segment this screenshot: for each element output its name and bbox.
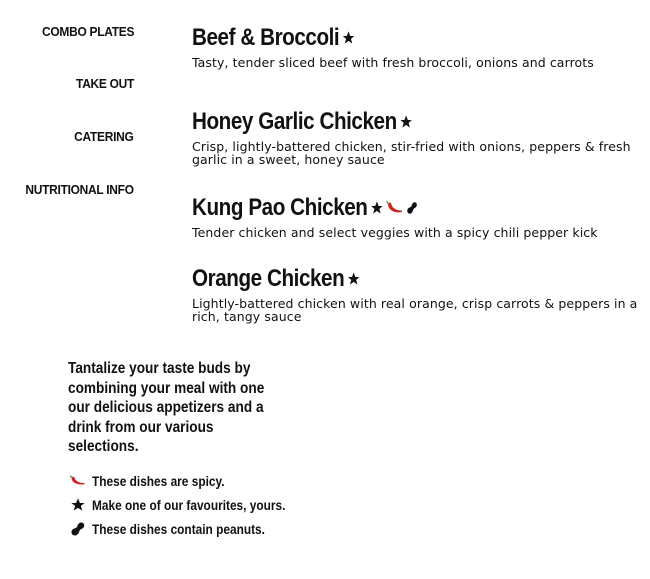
star-icon [347,271,361,287]
chili-pepper-icon [386,201,403,215]
promo-text: Tantalize your taste buds by combining your meal with one our delicious appetizers and a drink from our various selections. [68,360,265,455]
menu-item [192,24,642,69]
legend-peanuts-label: These dishes contain peanuts. [92,521,265,537]
menu-item-description: Lightly-battered chicken with real orange, crisp carrots & peppers in a rich, tangy sauce [192,296,638,324]
menu-item [192,265,642,323]
nav-catering[interactable]: CATERING [74,129,134,144]
legend-row-spicy [70,472,243,490]
star-icon [70,497,86,513]
star-icon [370,200,384,216]
legend-favourite-label: Make one of our favourites, yours. [92,497,286,513]
menu-item-description: Crisp, lightly-battered chicken, stir-fried with onions, peppers & fresh garlic in a sweet, honey sauce [192,139,631,167]
legend-spicy-label: These dishes are spicy. [92,473,225,489]
menu-item-description: Tender chicken and select veggies with a spicy chili pepper kick [192,225,598,240]
menu-item-name: Orange Chicken [192,265,345,292]
nav-take-out[interactable]: TAKE OUT [75,76,134,91]
menu-item [192,108,642,166]
nav-combo-plates[interactable]: COMBO PLATES [41,24,134,39]
nav-nutritional-info[interactable]: NUTRITIONAL INFO [25,182,134,197]
star-icon [399,114,413,130]
star-icon [342,30,356,46]
menu-item [192,194,642,239]
menu-item-name: Honey Garlic Chicken [192,108,397,135]
legend-row-favourite [70,496,312,514]
chili-pepper-icon [70,473,86,489]
peanut-icon [70,521,86,537]
menu-item-name: Beef & Broccoli [192,24,340,51]
peanut-icon [406,201,418,215]
legend-row-peanuts [70,520,289,538]
menu-item-name: Kung Pao Chicken [192,194,368,221]
menu-item-description: Tasty, tender sliced beef with fresh broccoli, onions and carrots [192,55,594,70]
